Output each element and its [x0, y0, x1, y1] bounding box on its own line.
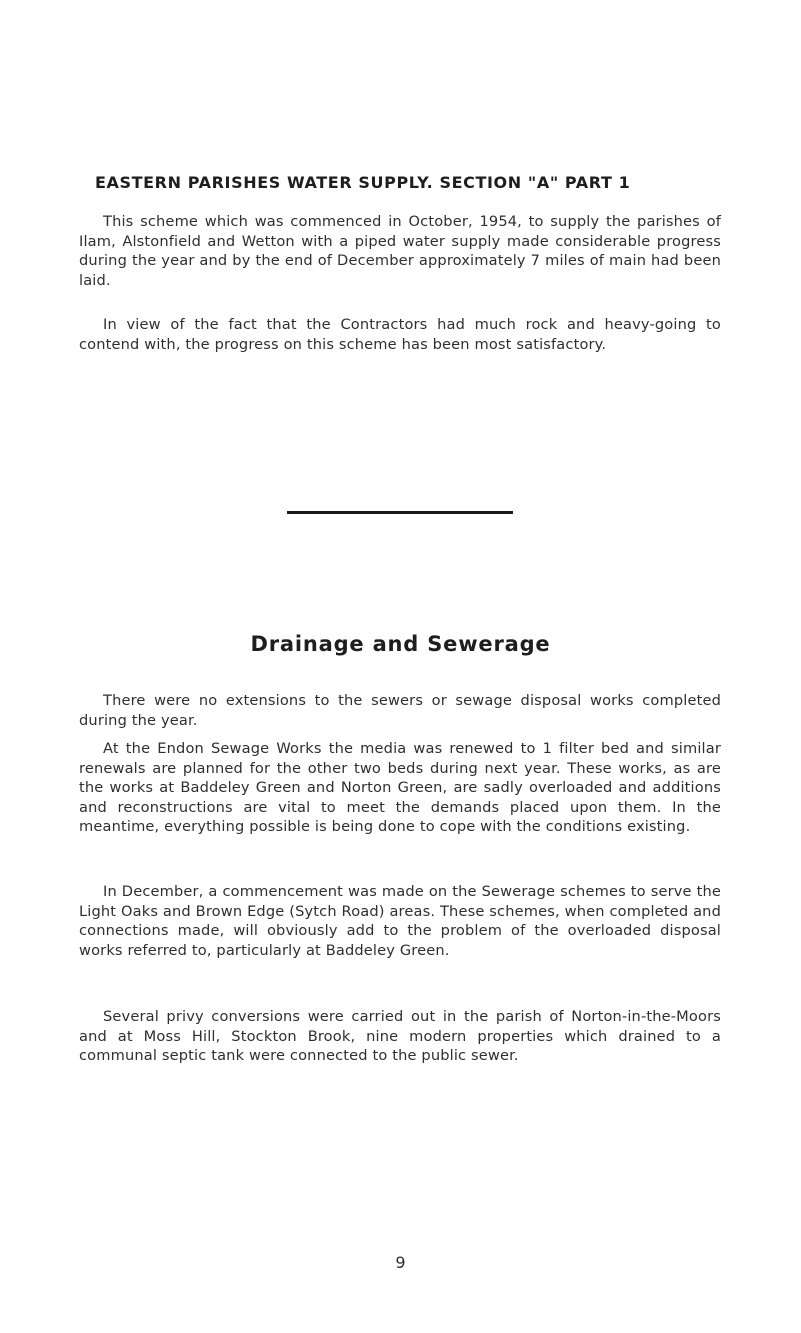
section-paragraph-1: This scheme which was commenced in October, 1954, to supply the parishes of Ilam, Alstonfield and Wetton with a piped water supply made considerable progress during the year and by the end of December approximately 7 miles of main had been laid.	[79, 213, 721, 289]
page-number: 9	[395, 1253, 406, 1272]
subsection-paragraph-2: At the Endon Sewage Works the media was renewed to 1 filter bed and similar renewals are planned for the other two beds during next year. These works, as are the works at Baddeley Green and Norton Green, are sadly overloaded and additions and reconstructions are vital to meet the demands placed upon them. In the meantime, everything possible is being done to cope with the conditions existing.	[79, 740, 721, 835]
subsection-paragraph-1: There were no extensions to the sewers or sewage disposal works completed during the year.	[79, 692, 721, 729]
subsection-paragraph-3: In December, a commencement was made on the Sewerage schemes to serve the Light Oaks and Brown Edge (Sytch Road) areas. These schemes, when completed and connections made, will obviously add to the problem of the overloaded disposal works referred to, particularly at Baddeley Green.	[79, 883, 721, 959]
section-paragraph-2: In view of the fact that the Contractors had much rock and heavy-going to contend with, the progress on this scheme has been most satisfactory.	[79, 316, 721, 353]
subsection-paragraph-4: Several privy conversions were carried out in the parish of Norton-in-the-Moors and at Moss Hill, Stockton Brook, nine modern properties which drained to a communal septic tank were connected to the public sewer.	[79, 1008, 721, 1064]
section-heading: EASTERN PARISHES WATER SUPPLY. SECTION "A" PART 1	[95, 173, 631, 192]
divider-rule	[287, 511, 513, 514]
subsection-heading: Drainage and Sewerage	[250, 632, 551, 656]
